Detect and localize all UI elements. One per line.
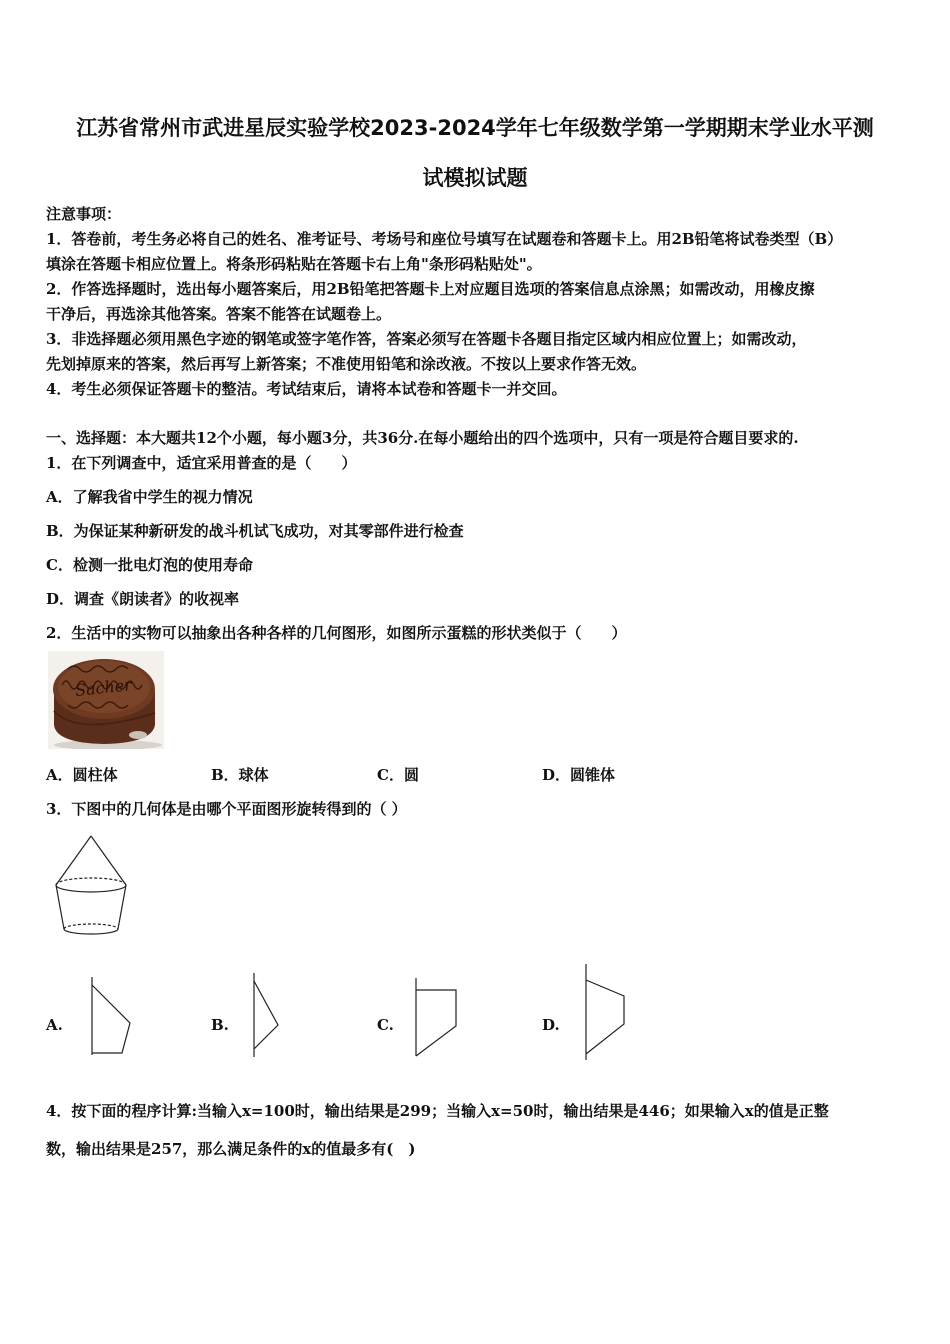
notice-line: 3．非选择题必须用黑色字迹的钢笔或签字笔作答，答案必须写在答题卡各题目指定区域内相应位置上；如需改动， [46,330,807,348]
q4-stem-line2: 数，输出结果是257，那么满足条件的x的值最多有( ) [46,1140,416,1158]
q3-option-a: A. [46,1016,63,1034]
q1-option-b: B．为保证某种新研发的战斗机试飞成功，对其零部件进行检查 [46,522,464,540]
q3-option-b: B. [211,1016,229,1034]
section-heading: 一、选择题：本大题共12个小题，每小题3分，共36分.在每小题给出的四个选项中，只有一项是符合题目要求的. [46,429,799,447]
exam-title-line2: 试模拟试题 [422,166,528,190]
q1-option-d: D．调查《朗读者》的收视率 [46,590,240,608]
q2-stem: 2．生活中的实物可以抽象出各种各样的几何图形，如图所示蛋糕的形状类似于（ ） [46,624,627,642]
q3-option-d: D. [542,1016,560,1034]
q3-option-c-shape [410,976,466,1060]
notice-heading: 注意事项： [46,205,122,223]
q3-option-b-shape [248,971,288,1061]
notice-line: 干净后，再选涂其他答案。答案不能答在试题卷上。 [46,305,392,323]
q2-option-d: D．圆锥体 [542,766,616,784]
q2-option-a: A．圆柱体 [46,766,118,784]
q3-stem: 3．下图中的几何体是由哪个平面图形旋转得到的（ ） [46,800,407,818]
notice-line: 4．考生必须保证答题卡的整洁。考试结束后，请将本试卷和答题卡一并交回。 [46,380,567,398]
q4-stem-line1: 4．按下面的程序计算:当输入x=100时，输出结果是299；当输入x=50时，输出结果是446；如果输入x的值是正整 [46,1102,829,1120]
notice-line: 填涂在答题卡相应位置上。将条形码粘贴在答题卡右上角"条形码粘贴处"。 [46,255,542,273]
q3-solid-figure [50,833,132,939]
notice-line: 1．答卷前，考生务必将自己的姓名、准考证号、考场号和座位号填写在试题卷和答题卡上。用2B铅笔将试卷类型（B） [46,230,843,248]
q1-stem: 1．在下列调查中，适宜采用普查的是（ ） [46,454,357,472]
cake-lettering: Sacher [74,675,133,700]
q1-option-c: C．检测一批电灯泡的使用寿命 [46,556,253,574]
q2-option-c: C．圆 [377,766,419,784]
q3-option-a-shape [86,975,136,1059]
notice-line: 先划掉原来的答案，然后再写上新答案；不准使用铅笔和涂改液。不按以上要求作答无效。 [46,355,647,373]
cake-image [48,651,164,749]
exam-title-line1: 江苏省常州市武进星辰实验学校2023-2024学年七年级数学第一学期期末学业水平测 [76,116,874,140]
q3-option-d-shape [580,962,632,1062]
notice-line: 2．作答选择题时，选出每小题答案后，用2B铅笔把答题卡上对应题目选项的答案信息点涂黑；如需改动，用橡皮擦 [46,280,815,298]
q2-option-b: B．球体 [211,766,269,784]
q1-option-a: A．了解我省中学生的视力情况 [46,488,253,506]
q3-option-c: C. [377,1016,394,1034]
